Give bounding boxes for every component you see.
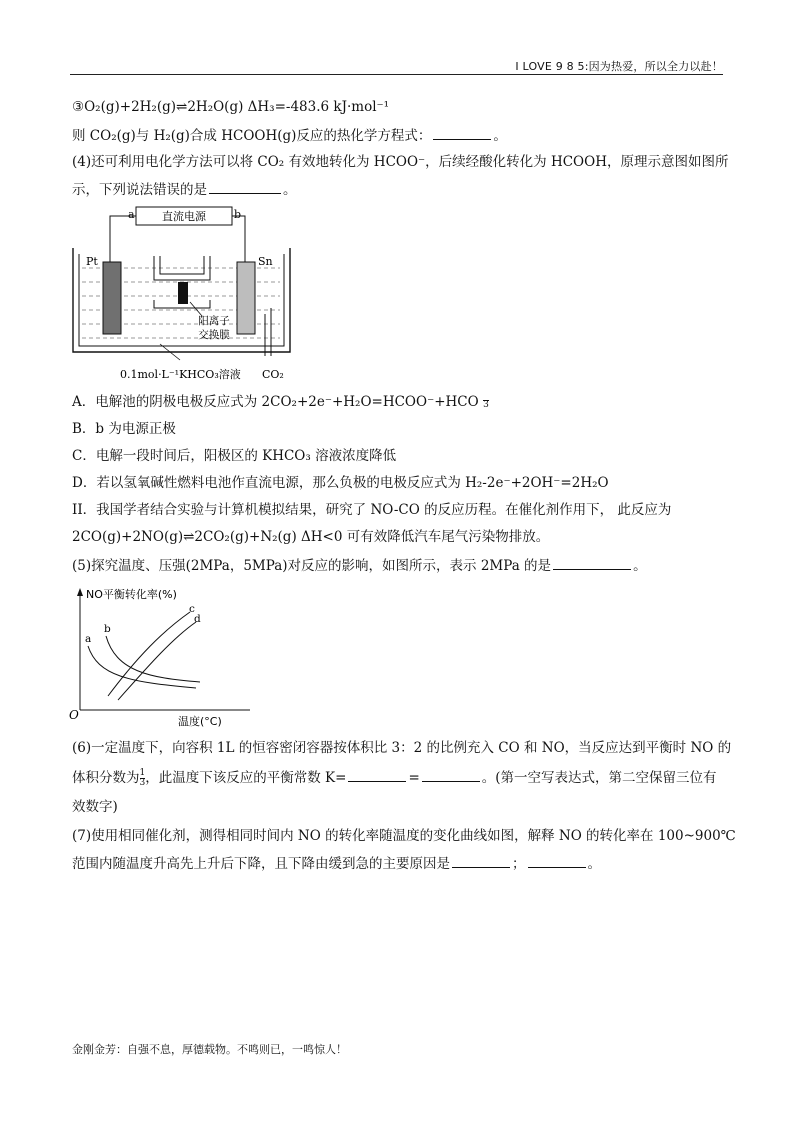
answer-blank[interactable] <box>433 125 491 140</box>
left-wire <box>110 216 136 264</box>
solution-label: 0.1mol·L⁻¹KHCO₃溶液 <box>120 368 241 381</box>
curve-a <box>88 646 196 688</box>
answer-blank[interactable] <box>209 179 281 194</box>
period: 。 <box>633 558 647 574</box>
page-footer: 金刚金芳：自强不息，厚德载物。不鸣则已，一鸣惊人！ <box>72 1043 347 1056</box>
period: 。 <box>283 182 297 198</box>
part-ii-reaction: 2CO(g)+2NO(g)⇌2CO₂(g)+N₂(g) ΔH<0 可有效降低汽车尾气污染物排放。 <box>72 529 550 545</box>
header-rule <box>70 74 723 75</box>
curve-c-label: c <box>189 603 195 615</box>
curve-a-label: a <box>85 633 92 645</box>
co2-label: CO₂ <box>262 368 284 381</box>
option-b[interactable]: B．b 为电源正极 <box>72 421 176 437</box>
right-wire <box>232 216 245 264</box>
question-4-text: 示，下列说法错误的是 <box>72 182 207 198</box>
answer-blank-expression[interactable] <box>348 767 406 782</box>
terminal-a-label: a <box>128 208 135 221</box>
origin-label: O <box>69 708 79 722</box>
period: 。 <box>493 128 507 144</box>
terminal-b-label: b <box>234 208 242 221</box>
page-header: I LOVE 9 8 5:因为热爱，所以全力以赴！ <box>515 60 723 73</box>
membrane-label-1: 阳离子 <box>198 315 230 327</box>
curve-c <box>108 612 190 696</box>
answer-blank-1[interactable] <box>452 853 510 868</box>
conversion-temperature-chart <box>68 586 268 730</box>
pt-electrode <box>103 262 121 334</box>
curve-b-label: b <box>104 623 111 635</box>
answer-blank-2[interactable] <box>528 853 586 868</box>
cation-exchange-membrane <box>178 282 188 304</box>
question-6-line3: 效数字) <box>72 799 118 815</box>
question-4-line2 <box>72 179 297 200</box>
question-6-line1: (6)一定温度下，向容积 1L 的恒容密闭容器按体积比 3：2 的比例充入 CO 和 NO，当反应达到平衡时 NO 的 <box>72 740 732 756</box>
question-text: 则 CO₂(g)与 H₂(g)合成 HCOOH(g)反应的热化学方程式： <box>72 128 432 144</box>
curve-d-label: d <box>194 613 201 625</box>
part-ii-line1: II．我国学者结合实验与计算机模拟结果，研究了 NO-CO 的反应历程。在催化剂作用下， 此反应为 <box>72 502 672 518</box>
pt-label: Pt <box>86 255 98 268</box>
sn-electrode <box>237 262 255 334</box>
sn-label: Sn <box>258 255 273 268</box>
answer-blank[interactable] <box>553 555 631 570</box>
question-line <box>72 125 507 146</box>
option-d[interactable]: D．若以氢氧碱性燃料电池作直流电源，那么负极的电极反应式为 H₂-2e⁻+2OH⁻=2H₂O <box>72 475 609 491</box>
equation-3: ③O₂(g)+2H₂(g)⇌2H₂O(g) ΔH₃=-483.6 kJ·mol⁻¹ <box>72 99 390 115</box>
question-5-text: (5)探究温度、压强(2MPa，5MPa)对反应的影响，如图所示，表示 2MPa 的是 <box>72 558 552 574</box>
y-axis-label: NO平衡转化率(%) <box>86 588 177 601</box>
x-axis-label: 温度(°C) <box>178 715 222 728</box>
power-supply-label: 直流电源 <box>162 210 206 223</box>
option-a[interactable]: A．电解池的阴极电极反应式为 2CO₂+2e⁻+H₂O=HCOO⁻+HCO 3 <box>72 394 489 410</box>
membrane-label-2: 交换膜 <box>198 329 230 341</box>
option-c[interactable]: C．电解一段时间后，阳极区的 KHCO₃ 溶液浓度降低 <box>72 448 397 464</box>
fraction-one-third: $\frac{1}{3}$ <box>139 768 146 788</box>
question-7-line1: (7)使用相同催化剂，测得相同时间内 NO 的转化率随温度的变化曲线如图，解释 NO 的转化率在 100~900℃ <box>72 828 736 844</box>
curve-d <box>118 622 196 700</box>
question-7-line2: 范围内随温度升高先上升后下降，且下降由缓到急的主要原因是 ； 。 <box>72 853 601 874</box>
question-4-line1: (4)还可利用电化学方法可以将 CO₂ 有效地转化为 HCOO⁻，后续经酸化转化为 HCOOH，原理示意图如图所 <box>72 154 729 170</box>
electrolysis-diagram <box>70 204 302 386</box>
question-6-line2: 体积分数为 $\frac{1}{3}$ ，此温度下该反应的平衡常数 K= = 。(第一空写表达式，第二空保留三位有 <box>72 768 717 788</box>
question-5-line <box>72 555 647 576</box>
answer-blank-value[interactable] <box>422 767 480 782</box>
